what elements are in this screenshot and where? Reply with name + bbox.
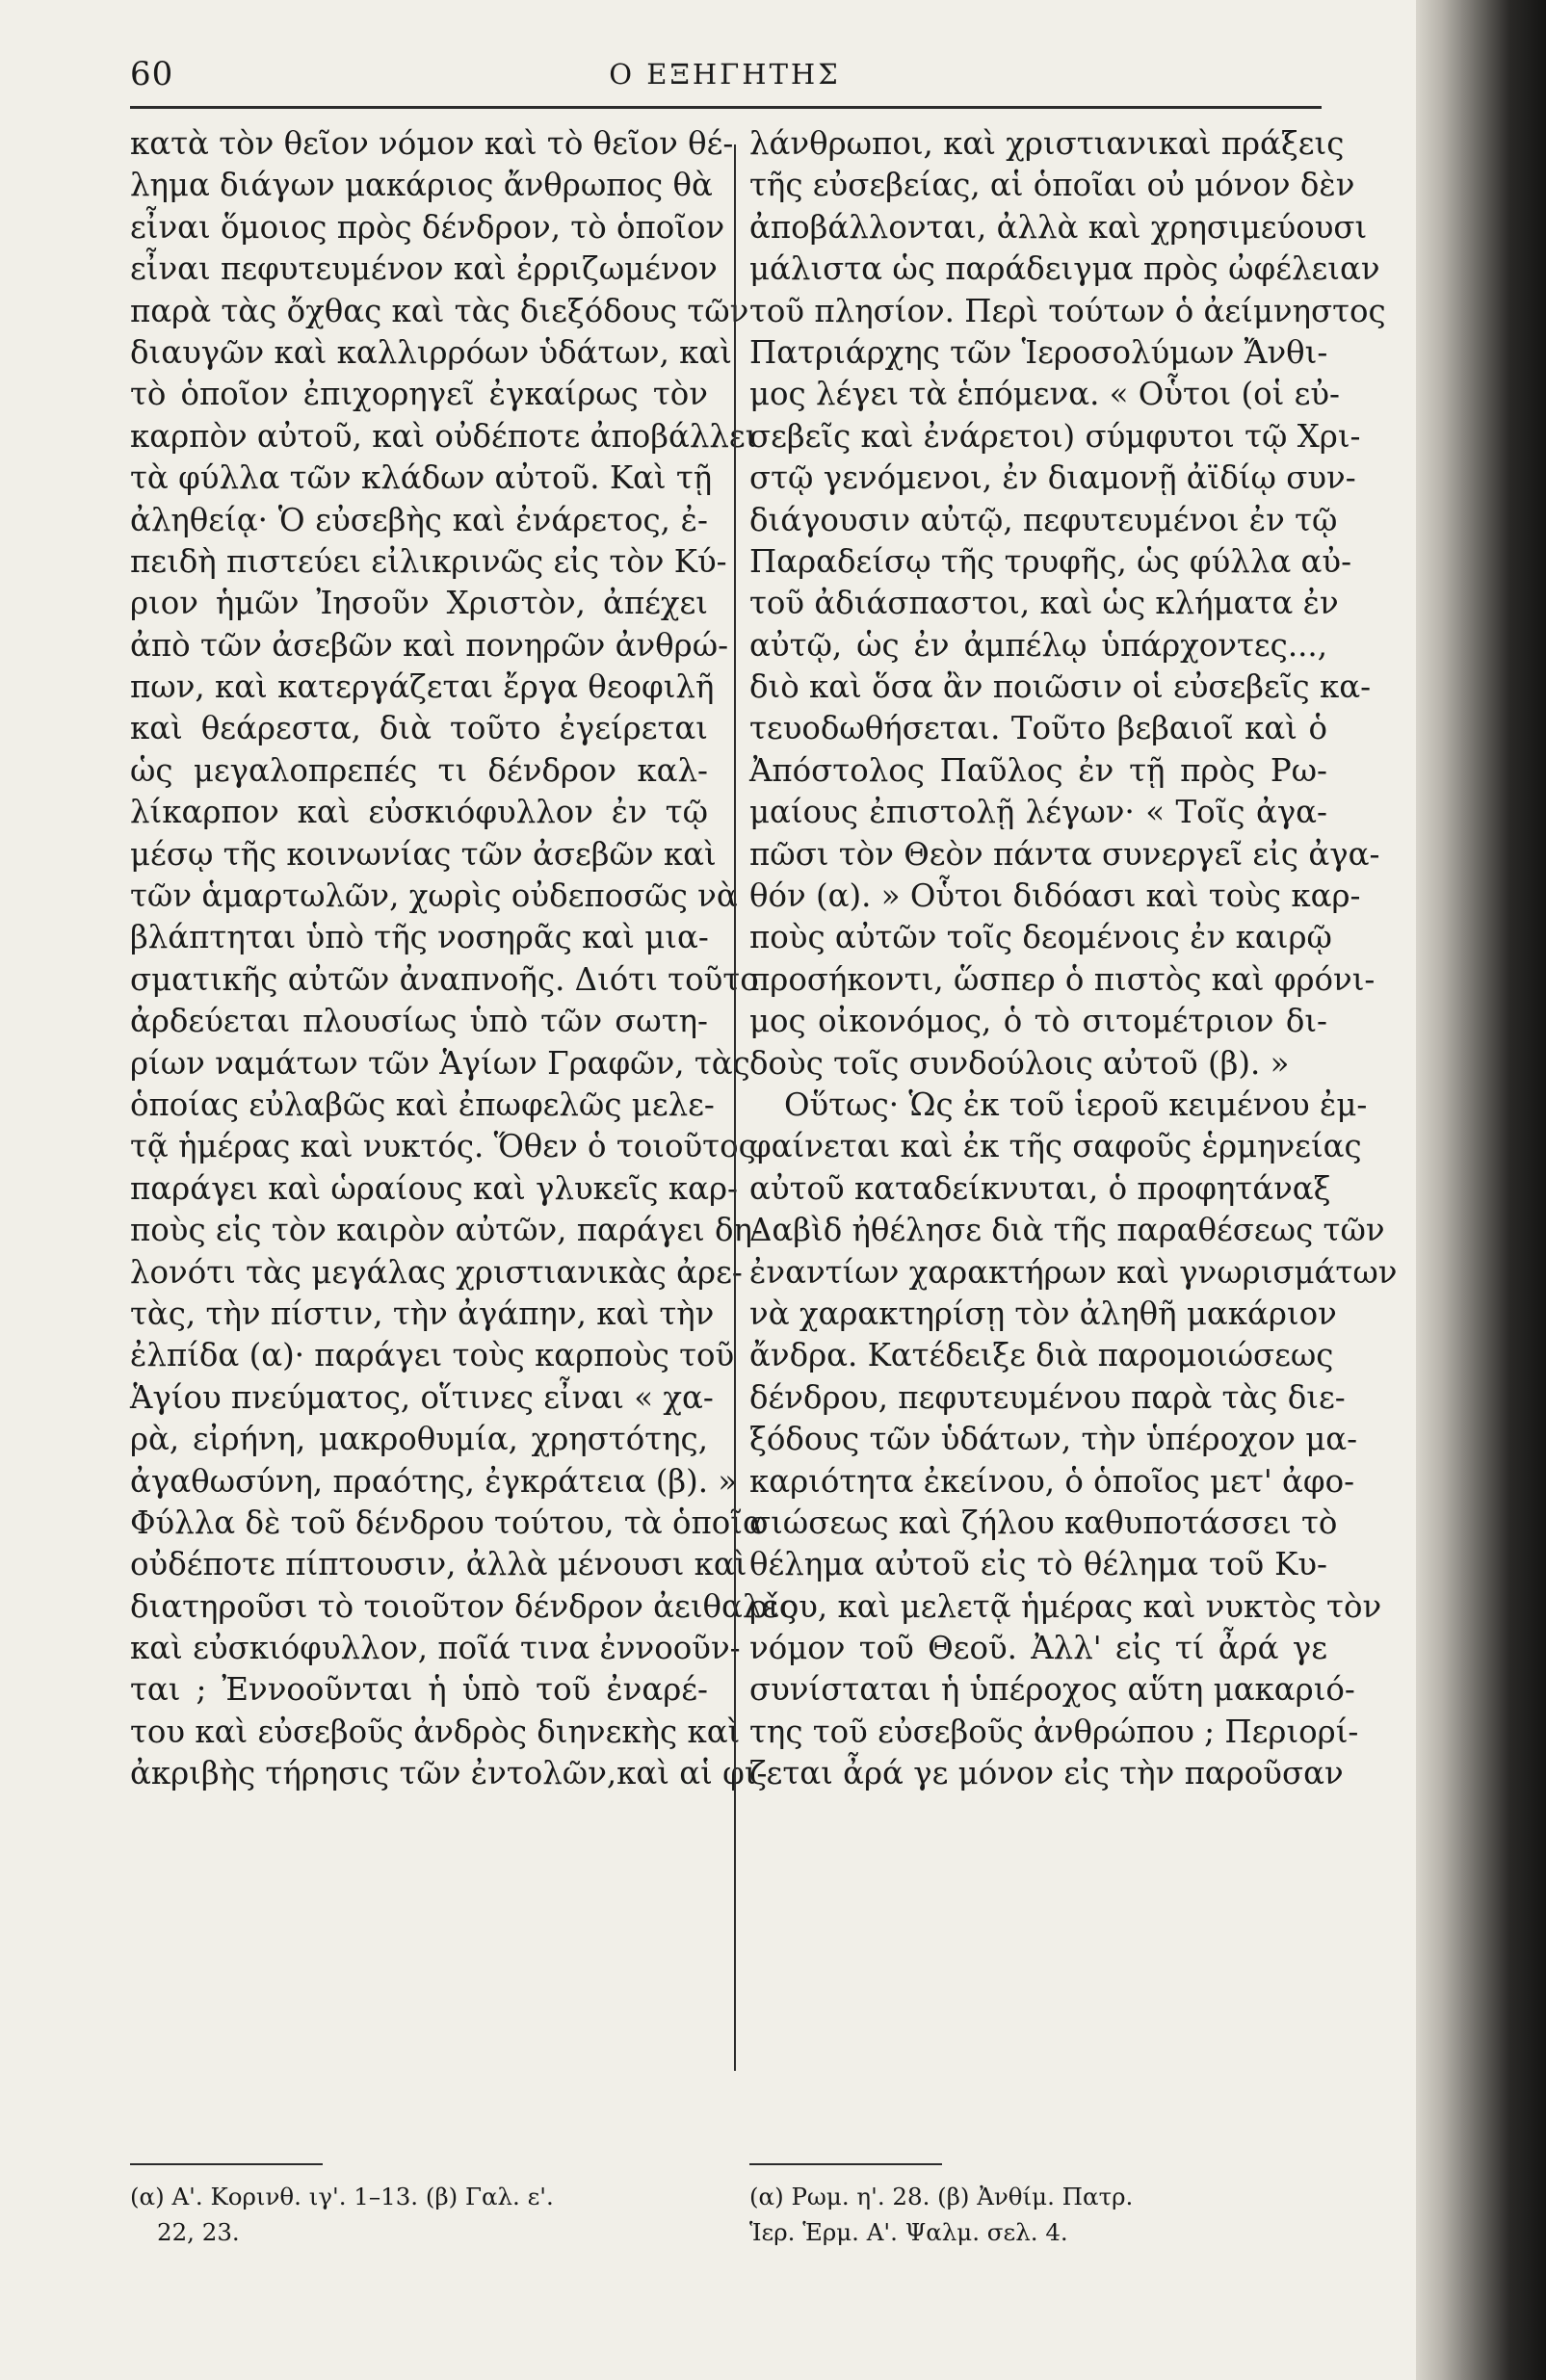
footnote-line: (α) Ρωμ. η'. 28. (β) Ἀνθίμ. Πατρ.	[749, 2183, 1134, 2210]
text-line: λημα διάγων μακάριος ἄνθρωπος θὰ	[130, 167, 713, 204]
running-title: Ο ΕΞΗΓΗΤΗΣ	[609, 58, 841, 91]
footnote-line: 22, 23.	[157, 2218, 240, 2246]
text-line: φαίνεται καὶ ἐκ τῆς σαφοῦς ἑρμηνείας	[749, 1128, 1362, 1165]
text-line: ὁποίας εὐλαβῶς καὶ ἐπωφελῶς μελε-	[130, 1085, 715, 1123]
text-line: εἶναι ὅμοιος πρὸς δένδρον, τὸ ὁποῖον	[130, 208, 725, 246]
text-line: σματικῆς αὐτῶν ἀναπνοῆς. Διότι τοῦτο	[130, 960, 759, 998]
text-line: Δαβὶδ ἠθέλησε διὰ τῆς παραθέσεως τῶν	[749, 1212, 1385, 1249]
text-line: διὸ καὶ ὅσα ἂν ποιῶσιν οἱ εὐσεβεῖς κα-	[749, 668, 1372, 706]
text-line: μαίους ἐπιστολῇ λέγων· « Τοῖς ἀγα-	[749, 794, 1327, 831]
text-line: του καὶ εὐσεβοῦς ἀνδρὸς διηνεκὴς καὶ	[130, 1713, 741, 1750]
text-line: διατηροῦσι τὸ τοιοῦτον δένδρον ἀειθαλὲς	[130, 1587, 797, 1625]
text-line: της τοῦ εὐσεβοῦς ἀνθρώπου ; Περιορί-	[749, 1713, 1359, 1750]
text-line: ἀληθείᾳ· Ὁ εὐσεβὴς καὶ ἐνάρετος, ἐ-	[130, 501, 708, 538]
text-line: δοὺς τοῖς συνδούλοις αὐτοῦ (β). »	[749, 1044, 1290, 1082]
text-line: ξόδους τῶν ὑδάτων, τὴν ὑπέροχον μα-	[749, 1421, 1358, 1458]
text-line: τῶν ἁμαρτωλῶν, χωρὶς οὐδεποσῶς νὰ	[130, 877, 738, 915]
text-line: ὡς μεγαλοπρεπές τι δένδρον καλ-	[130, 751, 708, 789]
text-line: ρὰ, εἰρήνη, μακροθυμία, χρηστότης,	[130, 1421, 708, 1458]
text-line: σεβεῖς καὶ ἐνάρετοι) σύμφυτοι τῷ Χρι-	[749, 417, 1361, 455]
text-line: κατὰ τὸν θεῖον νόμον καὶ τὸ θεῖον θέ-	[130, 125, 734, 162]
text-line: θόν (α). » Οὗτοι διδόασι καὶ τοὺς καρ-	[749, 877, 1361, 915]
text-line: διάγουσιν αὐτῷ, πεφυτευμένοι ἐν τῷ	[749, 501, 1338, 538]
text-line: καρπὸν αὐτοῦ, καὶ οὐδέποτε ἀποβάλλει	[130, 417, 758, 455]
text-line: μάλιστα ὡς παράδειγμα πρὸς ὠφέλειαν	[749, 250, 1380, 288]
text-line: Ἁγίου πνεύματος, οἵτινες εἶναι « χα-	[130, 1378, 714, 1416]
page-header	[130, 50, 1320, 98]
text-line: παράγει καὶ ὡραίους καὶ γλυκεῖς καρ-	[130, 1169, 738, 1207]
text-line: ριον ἡμῶν Ἰησοῦν Χριστὸν, ἀπέχει	[130, 585, 708, 622]
text-line: παρὰ τὰς ὄχθας καὶ τὰς διεξόδους τῶν	[130, 292, 749, 329]
column-divider	[734, 144, 736, 2071]
text-line: ζεται ἆρά γε μόνον εἰς τὴν παροῦσαν	[749, 1755, 1344, 1792]
text-line: τοῦ ἀδιάσπαστοι, καὶ ὡς κλήματα ἐν	[749, 585, 1339, 622]
text-line: Οὕτως· Ὡς ἐκ τοῦ ἱεροῦ κειμένου ἐμ-	[784, 1085, 1368, 1123]
text-line: Πατριάρχης τῶν Ἱεροσολύμων Ἄνθι-	[749, 333, 1328, 371]
text-line: καὶ θεάρεστα, διὰ τοῦτο ἐγείρεται	[130, 710, 708, 747]
text-line: συνίσταται ἡ ὑπέροχος αὕτη μακαριό-	[749, 1671, 1355, 1709]
text-line: ἀκριβὴς τήρησις τῶν ἐντολῶν,καὶ αἱ φι-	[130, 1755, 768, 1792]
footnote-rule-right	[749, 2163, 942, 2165]
right-column	[749, 123, 1398, 1795]
text-line: ρίων ναμάτων τῶν Ἁγίων Γραφῶν, τὰς	[130, 1044, 750, 1082]
footnote-line: Ἱερ. Ἑρμ. Α'. Ψαλμ. σελ. 4.	[749, 2218, 1068, 2246]
text-line: μος οἰκονόμος, ὁ τὸ σιτομέτριον δι-	[749, 1003, 1327, 1040]
text-line: πειδὴ πιστεύει εἰλικρινῶς εἰς τὸν Κύ-	[130, 542, 727, 580]
text-line: μος λέγει τὰ ἑπόμενα. « Οὗτοι (οἱ εὐ-	[749, 376, 1341, 413]
text-line: στῷ γενόμενοι, ἐν διαμονῇ ἀϊδίῳ συν-	[749, 459, 1356, 497]
text-line: αὐτῷ, ὡς ἐν ἀμπέλῳ ὑπάρχοντες...,	[749, 626, 1327, 664]
text-line: ἀπὸ τῶν ἀσεβῶν καὶ πονηρῶν ἀνθρώ-	[130, 626, 729, 664]
text-line: καὶ εὐσκιόφυλλον, ποῖά τινα ἐννοοῦν-	[130, 1630, 741, 1667]
text-line: ποὺς εἰς τὸν καιρὸν αὐτῶν, παράγει δη-	[130, 1212, 763, 1249]
text-line: καριότητα ἐκείνου, ὁ ὁποῖος μετ' ἀφο-	[749, 1462, 1355, 1500]
text-line: εἶναι πεφυτευμένον καὶ ἐρριζωμένον	[130, 250, 718, 288]
text-line: ἐναντίων χαρακτήρων καὶ γνωρισμάτων	[749, 1253, 1398, 1291]
binding-shadow	[1416, 0, 1546, 2380]
footnote-line: (α) Α'. Κορινθ. ιγ'. 1–13. (β) Γαλ. ε'.	[130, 2183, 554, 2210]
page-number: 60	[130, 55, 174, 93]
text-line: μέσῳ τῆς κοινωνίας τῶν ἀσεβῶν καὶ	[130, 835, 717, 873]
text-line: ται ; Ἐννοοῦνται ἡ ὑπὸ τοῦ ἐναρέ-	[130, 1671, 708, 1709]
text-line: πῶσι τὸν Θεὸν πάντα συνεργεῖ εἰς ἀγα-	[749, 835, 1380, 873]
text-line: τευοδωθήσεται. Τοῦτο βεβαιοῖ καὶ ὁ	[749, 710, 1327, 747]
text-line: ἀγαθωσύνη, πραότης, ἐγκράτεια (β). »	[130, 1462, 738, 1500]
text-line: νὰ χαρακτηρίσῃ τὸν ἀληθῆ μακάριον	[749, 1295, 1337, 1332]
text-line: λονότι τὰς μεγάλας χριστιανικὰς ἀρε-	[130, 1253, 743, 1291]
text-line: τῆς εὐσεβείας, αἱ ὁποῖαι οὐ μόνον δὲν	[749, 167, 1355, 204]
text-line: Παραδείσῳ τῆς τρυφῆς, ὡς φύλλα αὐ-	[749, 542, 1352, 580]
footnotes-right	[749, 2179, 1327, 2250]
text-line: Φύλλα δὲ τοῦ δένδρου τούτου, τὰ ὁποῖα	[130, 1504, 764, 1541]
text-line: δένδρου, πεφυτευμένου παρὰ τὰς διε-	[749, 1378, 1346, 1416]
text-line: τᾷ ἡμέρας καὶ νυκτός. Ὅθεν ὁ τοιοῦτος	[130, 1128, 756, 1165]
text-line: τὸ ὁποῖον ἐπιχορηγεῖ ἐγκαίρως τὸν	[130, 376, 708, 413]
text-line: λάνθρωποι, καὶ χριστιανικαὶ πράξεις	[749, 125, 1345, 162]
text-line: τὰ φύλλα τῶν κλάδων αὐτοῦ. Καὶ τῇ	[130, 459, 713, 497]
text-line: ἀποβάλλονται, ἀλλὰ καὶ χρησιμεύουσι	[749, 208, 1368, 246]
footnotes-left	[130, 2179, 708, 2250]
text-line: τοῦ πλησίον. Περὶ τούτων ὁ ἀείμνηστος	[749, 292, 1386, 329]
header-rule	[130, 106, 1322, 109]
text-line: τὰς, τὴν πίστιν, τὴν ἀγάπην, καὶ τὴν	[130, 1295, 715, 1332]
text-line: νόμον τοῦ Θεοῦ. Ἀλλ' εἰς τί ἆρά γε	[749, 1630, 1327, 1667]
text-line: διαυγῶν καὶ καλλιρρόων ὑδάτων, καὶ	[130, 333, 732, 371]
footnote-rule-left	[130, 2163, 323, 2165]
text-line: Ἀπόστολος Παῦλος ἐν τῇ πρὸς Ρω-	[749, 751, 1327, 789]
text-line: θέλημα αὐτοῦ εἰς τὸ θέλημα τοῦ Κυ-	[749, 1546, 1327, 1583]
text-line: ἐλπίδα (α)· παράγει τοὺς καρποὺς τοῦ	[130, 1337, 735, 1374]
text-line: πων, καὶ κατεργάζεται ἔργα θεοφιλῆ	[130, 668, 715, 706]
text-line: αὐτοῦ καταδείκνυται, ὁ προφητάναξ	[749, 1169, 1331, 1207]
text-line: ἀρδεύεται πλουσίως ὑπὸ τῶν σωτη-	[130, 1003, 708, 1040]
text-line: ποὺς αὐτῶν τοῖς δεομένοις ἐν καιρῷ	[749, 919, 1332, 956]
text-line: σιώσεως καὶ ζήλου καθυποτάσσει τὸ	[749, 1504, 1338, 1541]
text-line: οὐδέποτε πίπτουσιν, ἀλλὰ μένουσι καὶ	[130, 1546, 747, 1583]
text-line: βλάπτηται ὑπὸ τῆς νοσηρᾶς καὶ μια-	[130, 919, 709, 956]
text-line: ἄνδρα. Κατέδειξε διὰ παρομοιώσεως	[749, 1337, 1334, 1374]
text-line: ρίου, καὶ μελετᾷ ἡμέρας καὶ νυκτὸς τὸν	[749, 1587, 1382, 1625]
text-line: προσήκοντι, ὥσπερ ὁ πιστὸς καὶ φρόνι-	[749, 960, 1376, 998]
left-column	[130, 123, 797, 1795]
text-line: λίκαρπον καὶ εὐσκιόφυλλον ἐν τῷ	[130, 794, 708, 831]
